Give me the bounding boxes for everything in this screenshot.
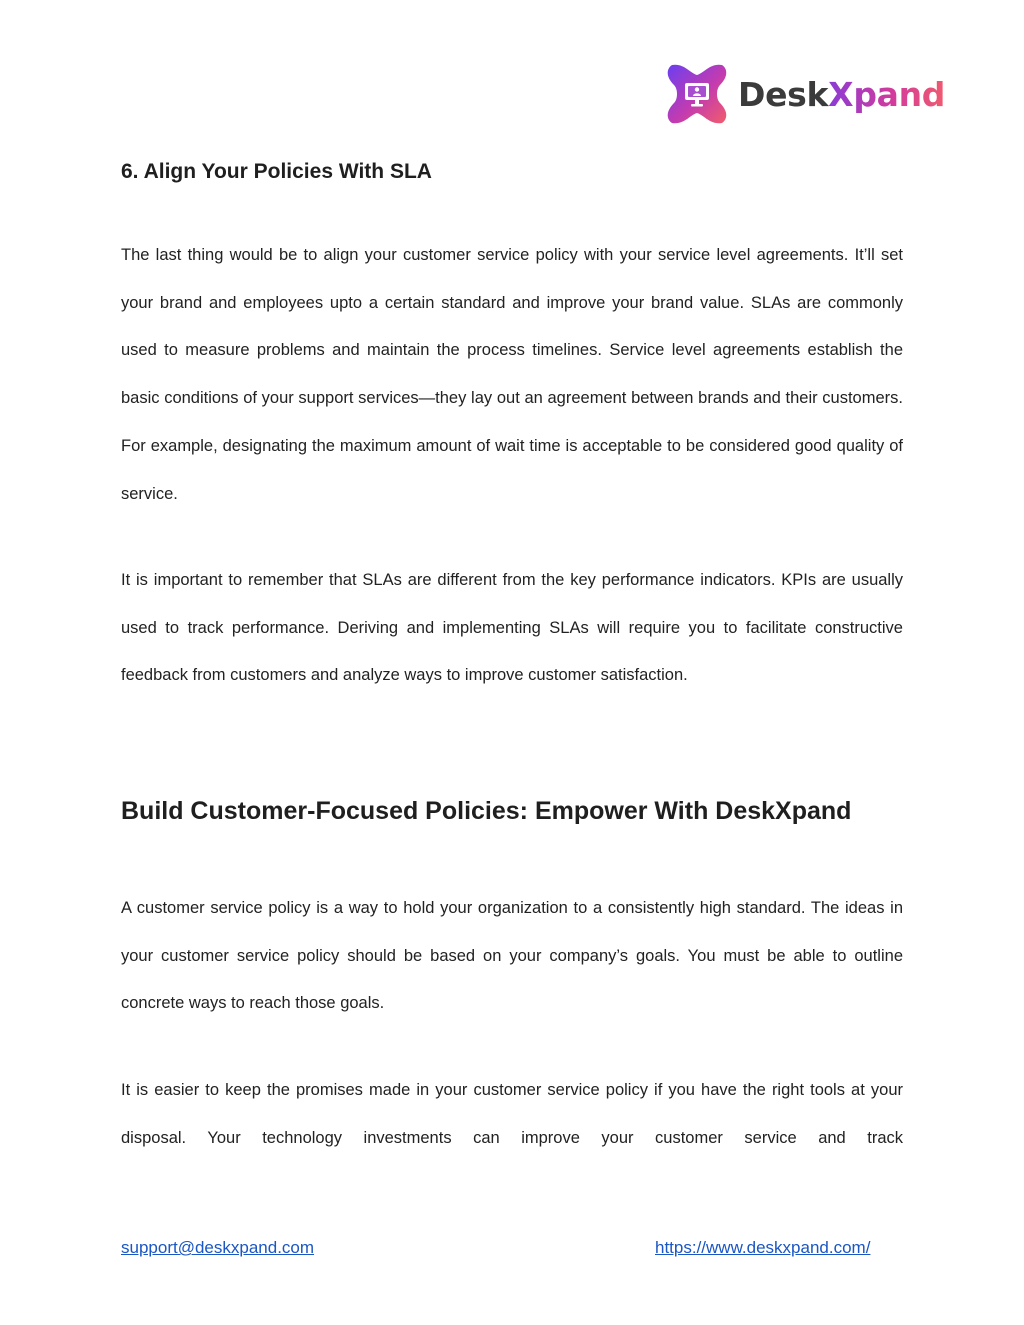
section-heading: 6. Align Your Policies With SLA xyxy=(121,160,432,183)
conclusion-heading: Build Customer-Focused Policies: Empower With DeskXpand xyxy=(121,797,852,825)
conclusion-paragraph-1: A customer service policy is a way to hold your organization to a consistently high standard. The ideas in your customer service policy should be based on your company’s goals. You must be able to outline concrete ways to reach those goals. xyxy=(121,899,903,1013)
section-paragraph-2: It is important to remember that SLAs are different from the key performance indicators. KPIs are usually used to track performance. Deriving and implementing SLAs will require you to facilitate constructive feedback from customers and analyze ways to improve customer satisfaction. xyxy=(121,571,903,685)
brand-name-part1: Desk xyxy=(738,74,829,114)
footer-email-link[interactable]: support@deskxpand.com xyxy=(121,1238,315,1257)
conclusion-paragraph-2: It is easier to keep the promises made in your customer service policy if you have the right tools at your disposal. Your technology investments can improve your customer service and track xyxy=(121,1081,903,1147)
footer-website-link[interactable]: https://www.deskxpand.com/ xyxy=(655,1238,871,1257)
deskxpand-logo-icon xyxy=(664,61,730,127)
brand-logo xyxy=(664,60,945,128)
brand-wordmark xyxy=(738,74,946,114)
section-paragraph-1: The last thing would be to align your customer service policy with your service level agreements. It’ll set your brand and employees upto a certain standard and improve your brand value. SLAs are commonly used to measure problems and maintain the process timelines. Service level agreements establish the basic conditions of your support services—they lay out an agreement between brands and their customers. For example, designating the maximum amount of wait time is acceptable to be considered good quality of service. xyxy=(121,246,903,503)
brand-name-part2: Xpand xyxy=(828,74,946,114)
